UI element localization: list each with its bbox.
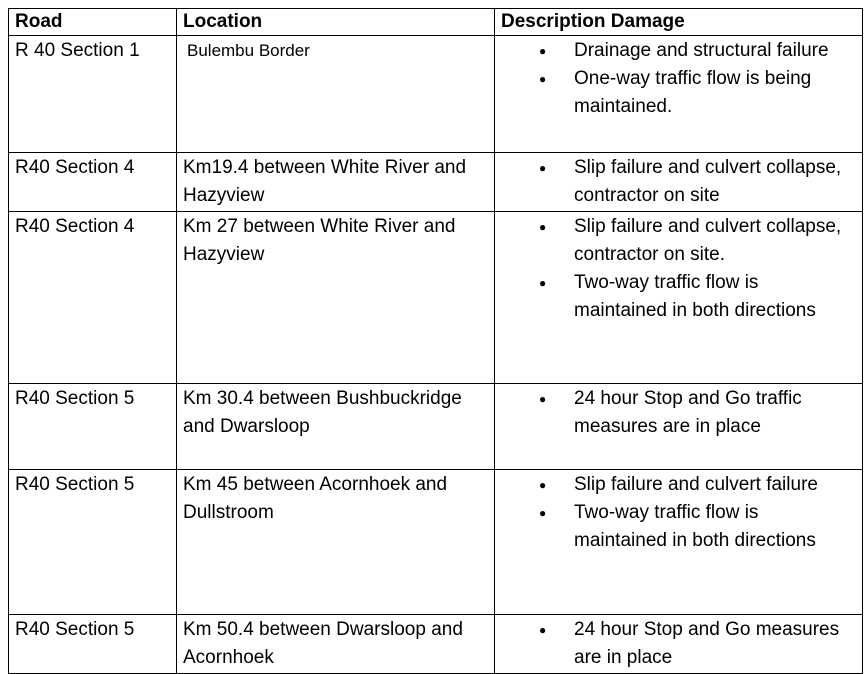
table-row [9, 36, 863, 153]
table-row [9, 470, 863, 615]
road-cell: R 40 Section 1 [9, 36, 177, 153]
list-item: ● Two-way traffic flow is maintained in both directions [501, 499, 856, 555]
description-cell [495, 36, 863, 153]
table-row [9, 615, 863, 674]
road-cell: R40 Section 5 [9, 615, 177, 674]
list-item: ● One-way traffic flow is being maintained. [501, 65, 856, 121]
damage-list [501, 37, 856, 121]
location-cell: Km 45 between Acornhoek and Dullstroom [177, 470, 495, 615]
list-item: ● Slip failure and culvert collapse, contractor on site. [501, 213, 856, 269]
road-cell: R40 Section 4 [9, 212, 177, 384]
road-cell: R40 Section 4 [9, 153, 177, 212]
road-cell: R40 Section 5 [9, 384, 177, 470]
description-cell [495, 153, 863, 212]
header-road: Road [9, 9, 177, 36]
list-item: ● Two-way traffic flow is maintained in both directions [501, 269, 856, 325]
damage-list [501, 213, 856, 325]
table-row [9, 384, 863, 470]
damage-list [501, 471, 856, 555]
header-description: Description Damage [495, 9, 863, 36]
header-row [9, 9, 863, 36]
table-row [9, 153, 863, 212]
description-cell [495, 212, 863, 384]
description-cell [495, 615, 863, 674]
table-row [9, 212, 863, 384]
road-damage-table [8, 8, 863, 674]
list-item: ● 24 hour Stop and Go measures are in place [501, 616, 856, 672]
list-item: ● Slip failure and culvert collapse, contractor on site [501, 154, 856, 210]
location-cell: Km 27 between White River and Hazyview [177, 212, 495, 384]
header-location: Location [177, 9, 495, 36]
location-cell: Km19.4 between White River and Hazyview [177, 153, 495, 212]
list-item: ● 24 hour Stop and Go traffic measures are in place [501, 385, 856, 441]
damage-list [501, 385, 856, 441]
location-cell: Km 30.4 between Bushbuckridge and Dwarsloop [177, 384, 495, 470]
list-item: ● Drainage and structural failure [501, 37, 856, 65]
location-cell: Km 50.4 between Dwarsloop and Acornhoek [177, 615, 495, 674]
damage-list [501, 154, 856, 210]
description-cell [495, 470, 863, 615]
list-item: ● Slip failure and culvert failure [501, 471, 856, 499]
location-cell: Bulembu Border [177, 36, 495, 153]
road-cell: R40 Section 5 [9, 470, 177, 615]
description-cell [495, 384, 863, 470]
damage-list [501, 616, 856, 672]
